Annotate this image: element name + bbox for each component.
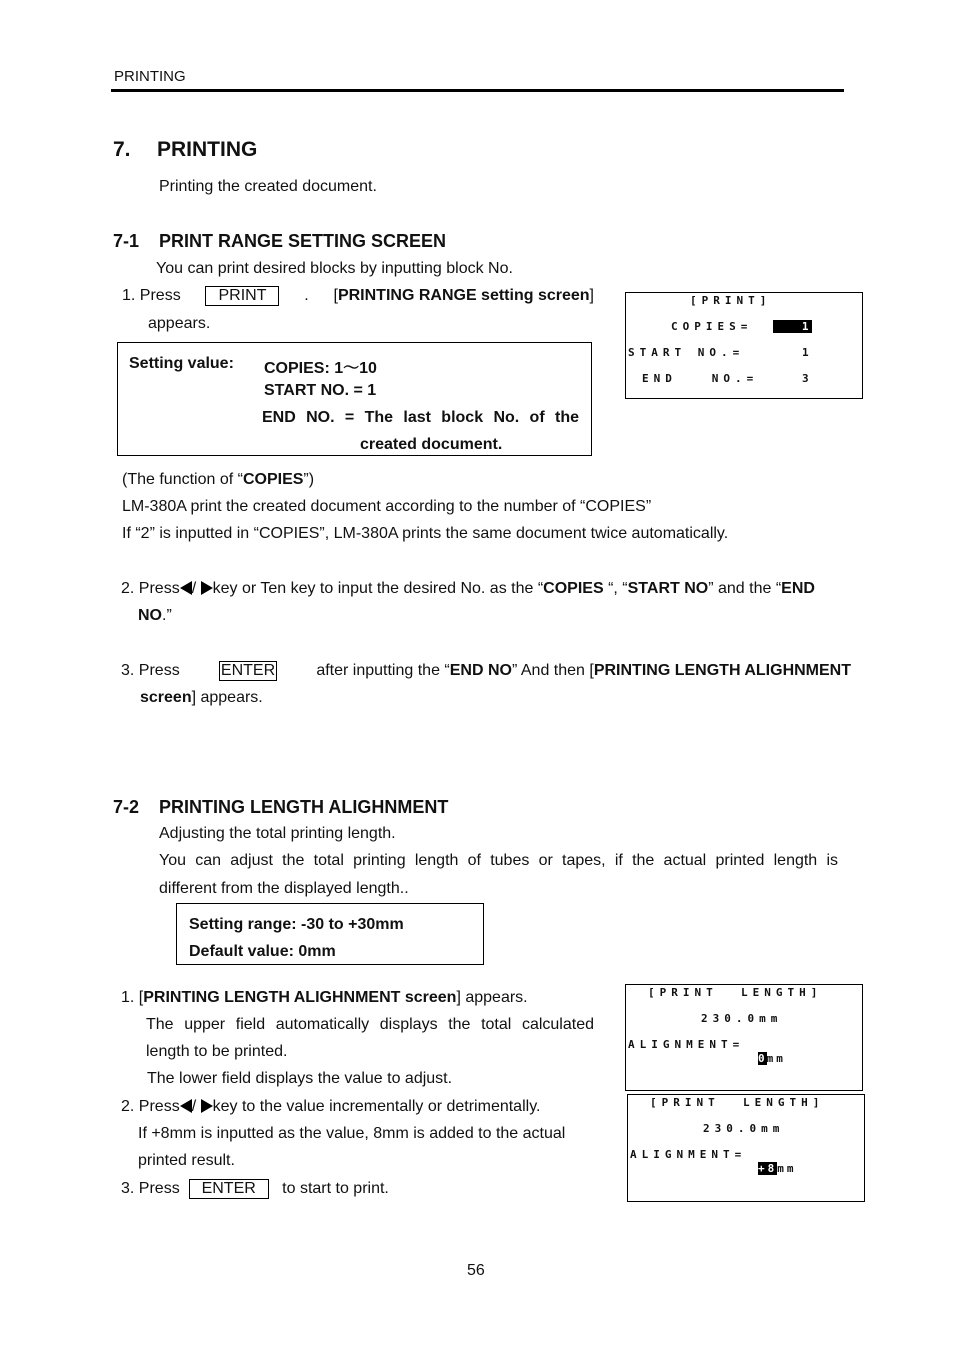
s72-step-2-pre: 2. Press xyxy=(121,1098,180,1115)
section-7-title: PRINTING xyxy=(157,138,258,161)
s72-step-1-screen: PRINTING LENGTH ALIGHNMENT screen xyxy=(143,989,457,1006)
s72-step-2-line1 xyxy=(121,1098,540,1116)
section-7-1-intro: You can print desired blocks by inputting block No. xyxy=(156,260,513,277)
setting-end-line2: created document. xyxy=(360,436,503,453)
print-key: PRINT xyxy=(205,286,279,306)
step-1-print-range xyxy=(122,286,594,306)
left-arrow-key-icon xyxy=(180,1099,192,1113)
default-value: Default value: 0mm xyxy=(189,943,336,960)
step-2-t2: “, “ xyxy=(603,580,628,597)
enter-key: ENTER xyxy=(189,1179,269,1199)
section-7-1-heading xyxy=(113,231,446,252)
lcd2-title: [PRINT LENGTH] xyxy=(650,1096,825,1109)
right-arrow-key-icon xyxy=(201,1099,213,1113)
lcd1-length: 230.0mm xyxy=(701,1012,783,1025)
lcd-end-value: 3 xyxy=(802,372,814,385)
section-7-2-number: 7-2 xyxy=(113,797,140,817)
s72-step-1-line4: The lower field displays the value to adjust. xyxy=(147,1070,453,1087)
s72-step-1-line1 xyxy=(121,989,528,1007)
section-7-number: 7. xyxy=(113,138,131,161)
copies-function-bold: COPIES xyxy=(242,471,304,488)
lcd2-unit: mm xyxy=(777,1162,797,1175)
step-3-rest xyxy=(316,662,851,680)
header-rule xyxy=(111,89,844,92)
s72-step-3 xyxy=(121,1179,389,1199)
lcd2-align-label: ALIGNMENT= xyxy=(630,1148,747,1161)
step-3-screen: screen xyxy=(140,689,192,706)
lcd1-align-label: ALIGNMENT= xyxy=(628,1038,745,1051)
copies-function-title xyxy=(122,471,314,489)
step-2-slash: / xyxy=(191,580,197,597)
lcd-start-value: 1 xyxy=(802,346,814,359)
step-3-line1 xyxy=(121,661,851,681)
step-2-end: END xyxy=(781,580,815,597)
lcd-end-label: END NO.= xyxy=(642,372,759,385)
step-1-screen-name: [PRINTING RANGE setting screen] xyxy=(333,287,594,304)
lcd-print-length-screen-1 xyxy=(625,984,863,1091)
step-3-screen-name: PRINTING LENGTH ALIGHNMENT xyxy=(593,662,851,679)
enter-key: ENTER xyxy=(220,662,276,679)
step-3-mid: after inputting the “ xyxy=(316,662,450,679)
lcd-print-screen xyxy=(625,292,863,399)
section-7-2-heading xyxy=(113,797,448,818)
section-7-2-para2: different from the displayed length.. xyxy=(159,880,409,897)
s72-step-2-slash: / xyxy=(191,1098,197,1115)
lcd1-align-row xyxy=(758,1052,786,1065)
s72-step-1-pre: 1. [ xyxy=(121,989,144,1006)
step-2-line2 xyxy=(138,607,172,625)
step-3-pre: 3. Press xyxy=(121,662,180,679)
lcd2-length: 230.0mm xyxy=(703,1122,785,1135)
lcd1-unit: mm xyxy=(766,1052,786,1065)
s72-step-3-post: to start to print. xyxy=(282,1180,389,1197)
s72-step-2-post: key to the value incrementally or detrimentally. xyxy=(212,1098,541,1115)
step-1-sep: . xyxy=(304,287,309,304)
running-header: PRINTING xyxy=(114,68,186,85)
step-3-end-no: END NO xyxy=(449,662,512,679)
s72-step-3-pre: 3. Press xyxy=(121,1180,180,1197)
s72-step-1-post: ] appears. xyxy=(456,989,528,1006)
step-2-copies: COPIES xyxy=(543,580,604,597)
step-2-mid: key or Ten key to input the desired No. as the “ xyxy=(212,580,544,597)
copies-function-post: ”) xyxy=(303,471,315,488)
step-3-line2 xyxy=(140,689,263,707)
step-2-start-no: START NO xyxy=(627,580,709,597)
s72-step-1-line3: length to be printed. xyxy=(146,1043,288,1060)
right-arrow-key-icon xyxy=(201,581,213,595)
lcd-print-title: [PRINT] xyxy=(690,294,772,307)
step-3-t2: ” And then [ xyxy=(511,662,594,679)
setting-end-line1: END NO. = The last block No. of the xyxy=(262,409,579,426)
lcd2-align-row xyxy=(758,1162,797,1175)
step-2-t3: ” and the “ xyxy=(708,580,782,597)
setting-start: START NO. = 1 xyxy=(264,382,377,399)
lcd-print-length-screen-2 xyxy=(627,1094,865,1202)
lcd-copies-label: COPIES= xyxy=(671,320,753,333)
setting-copies: COPIES: 1〜10 xyxy=(264,360,377,377)
setting-range: Setting range: -30 to +30mm xyxy=(189,916,404,933)
step-3-t3: ] appears. xyxy=(191,689,263,706)
step-2-no: NO xyxy=(138,607,162,624)
setting-value-label: Setting value: xyxy=(129,355,234,372)
lcd1-align-value: 0 xyxy=(758,1052,767,1065)
copies-function-line1: LM-380A print the created document according to the number of “COPIES” xyxy=(122,498,652,515)
s72-step-2-line2: If +8mm is inputted as the value, 8mm is added to the actual xyxy=(138,1125,566,1142)
page-number: 56 xyxy=(467,1262,485,1279)
left-arrow-key-icon xyxy=(180,581,192,595)
section-7-heading xyxy=(113,138,257,162)
step-1-screen-bold: PRINTING RANGE setting screen xyxy=(337,287,590,304)
lcd-start-label: START NO.= xyxy=(628,346,745,359)
s72-step-2-line3: printed result. xyxy=(138,1152,235,1169)
lcd1-title: [PRINT LENGTH] xyxy=(648,986,823,999)
step-1-prefix: 1. Press xyxy=(122,287,181,304)
copies-function-pre: (The function of “ xyxy=(122,471,243,488)
s72-step-1-line2: The upper field automatically displays the total calculated xyxy=(146,1016,594,1033)
section-7-2-intro: Adjusting the total printing length. xyxy=(159,825,396,842)
section-7-1-title: PRINT RANGE SETTING SCREEN xyxy=(159,231,447,251)
copies-function-line2: If “2” is inputted in “COPIES”, LM-380A prints the same document twice automatically. xyxy=(122,525,729,542)
section-7-1-number: 7-1 xyxy=(113,231,140,251)
step-2-line1 xyxy=(121,580,815,598)
section-7-intro: Printing the created document. xyxy=(159,178,377,195)
step-2-t4: .” xyxy=(162,607,172,624)
section-7-2-title: PRINTING LENGTH ALIGHNMENT xyxy=(159,797,449,817)
setting-range-box xyxy=(176,903,484,965)
section-7-2-para1: You can adjust the total printing length of tubes or tapes, if the actual printed length is xyxy=(159,852,838,869)
lcd-copies-value: 1 xyxy=(773,320,812,333)
setting-value-box xyxy=(117,342,592,456)
lcd2-align-value: +8 xyxy=(758,1162,778,1175)
step-2-pre: 2. Press xyxy=(121,580,180,597)
step-1-suffix: appears. xyxy=(148,315,211,332)
